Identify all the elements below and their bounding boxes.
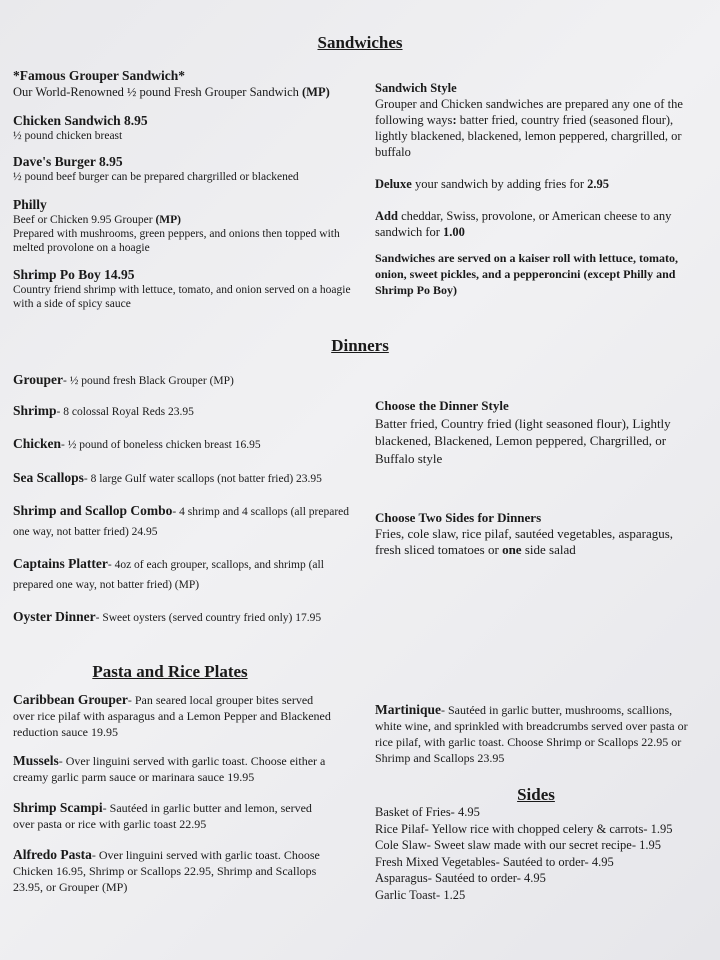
sandwich-name: Shrimp Po Boy 14.95: [13, 267, 135, 282]
dinner-desc: - 8 colossal Royal Reds 23.95: [56, 406, 194, 418]
side-item: Fresh Mixed Vegetables- Sautéed to order- 4.95: [375, 854, 614, 869]
dinner-sides: [375, 510, 700, 558]
sandwich-item-chicken: [13, 113, 358, 143]
dinner-item-scallops: [13, 468, 353, 489]
dinner-style-text: Batter fried, Country fried (light seasoned flour), Lightly blackened, Blackened, Lemon peppered, Chargrilled, or Buffalo style: [375, 415, 671, 466]
dinner-item-combo: [13, 501, 353, 542]
sandwich-info: [375, 80, 695, 298]
sandwich-name: *Famous Grouper Sandwich*: [13, 68, 186, 83]
dinner-name: Oyster Dinner: [13, 609, 96, 624]
dinner-desc: - 8 large Gulf water scallops (not batter fried) 23.95: [83, 473, 322, 485]
side-item: Garlic Toast- 1.25: [375, 887, 466, 902]
market-price: (MP): [155, 214, 181, 226]
pasta-item-caribbean-grouper: [13, 692, 333, 740]
sandwich-style-text: Grouper and Chicken sandwiches are prepared any one of the following ways: batter fried, country fried (seasoned flour), lightly blackened, blackened, lemon peppered, chargrilled, or buffalo: [375, 97, 683, 159]
dinner-item-grouper: [13, 370, 353, 391]
dinner-name: Sea Scallops: [13, 470, 84, 485]
sandwich-name: Philly: [13, 197, 47, 212]
sandwich-item-po-boy: [13, 267, 358, 311]
dinner-name: Shrimp and Scallop Combo: [13, 503, 173, 518]
dinner-desc: - 4 shrimp and 4 scallops (all prepared one way, not batter fried) 24.95: [13, 506, 350, 538]
sandwich-desc: Our World-Renowned ½ pound Fresh Grouper Sandwich: [13, 85, 299, 99]
pasta-desc: - Over linguini served with garlic toast. Choose Chicken 16.95, Shrimp or Scallops 22.95, Shrimp and Scallops 23.95, or Grouper (MP): [13, 848, 320, 894]
sandwich-item-philly: [13, 197, 358, 255]
sandwiches-heading: Sandwiches: [317, 33, 403, 52]
pasta-desc: - Pan seared local grouper bites served over rice pilaf with asparagus and a Lemon Pepper and Blackened reduction sauce 19.95: [13, 693, 331, 739]
market-price: (MP): [302, 85, 330, 99]
sandwich-item-grouper: [13, 68, 358, 100]
side-item: Basket of Fries- 4.95: [375, 805, 480, 819]
pasta-item-martinique: [375, 702, 693, 766]
dinner-desc: - 4oz of each grouper, scallops, and shrimp (all prepared one way, not batter fried) (MP): [13, 559, 324, 591]
dinner-item-shrimp: [13, 401, 353, 422]
dinner-style-title: Choose the Dinner Style: [375, 398, 509, 413]
pasta-heading: Pasta and Rice Plates: [92, 662, 248, 681]
dinner-item-oyster: [13, 607, 353, 628]
dinner-desc: - ½ pound of boneless chicken breast 16.95: [61, 439, 261, 451]
sandwich-style-title: Sandwich Style: [375, 81, 457, 95]
dinner-sides-text: Fries, cole slaw, rice pilaf, sautéed vegetables, asparagus, fresh sliced tomatoes or one side salad: [375, 526, 674, 557]
pasta-item-mussels: [13, 753, 333, 785]
dinner-name: Shrimp: [13, 403, 57, 418]
side-item: Asparagus- Sautéed to order- 4.95: [375, 871, 546, 885]
pasta-desc: - Over linguini served with garlic toast. Choose either a creamy garlic parm sauce or marinara sauce 19.95: [13, 754, 326, 784]
pasta-desc: - Sautéed in garlic butter, mushrooms, scallions, white wine, and sprinkled with breadcrumbs served over pasta or rice pilaf, with garlic toast. Choose Shrimp or Scallops 22.95 or Shrimp and Scallops 23.95: [375, 703, 688, 765]
dinner-name: Captains Platter: [13, 556, 108, 571]
sandwich-desc: ½ pound chicken breast: [13, 130, 123, 142]
dinner-style: [375, 397, 700, 467]
pasta-name: Martinique: [375, 702, 441, 717]
side-item: Rice Pilaf- Yellow rice with chopped celery & carrots- 1.95: [375, 821, 673, 836]
pasta-name: Shrimp Scampi: [13, 800, 103, 815]
sandwich-price-line: Beef or Chicken 9.95 Grouper: [13, 214, 153, 226]
dinner-name: Chicken: [13, 436, 62, 451]
sandwich-desc: ½ pound beef burger can be prepared chargrilled or blackened: [13, 171, 299, 183]
cheese-note: Add cheddar, Swiss, provolone, or American cheese to any sandwich for 1.00: [375, 209, 672, 239]
sandwich-name: Chicken Sandwich 8.95: [13, 113, 148, 128]
deluxe-note: Deluxe your sandwich by adding fries for 2.95: [375, 177, 609, 191]
side-item: Cole Slaw- Sweet slaw made with our secret recipe- 1.95: [375, 838, 662, 852]
sandwich-list: [13, 68, 358, 311]
sandwich-item-burger: [13, 154, 358, 184]
sides-heading: Sides: [517, 785, 555, 804]
pasta-item-alfredo: [13, 847, 333, 895]
dinner-desc: - ½ pound fresh Black Grouper (MP): [63, 375, 234, 387]
dinner-name: Grouper: [13, 372, 63, 387]
served-note: Sandwiches are served on a kaiser roll with lettuce, tomato, onion, sweet pickles, and a pepperoncini (except Philly and Shrimp Po Boy): [375, 251, 678, 297]
sides-list: [375, 804, 695, 903]
pasta-name: Mussels: [13, 753, 59, 768]
pasta-name: Alfredo Pasta: [13, 847, 92, 862]
pasta-desc: - Sautéed in garlic butter and lemon, served over pasta or rice with garlic toast 22.95: [13, 801, 312, 831]
dinner-item-captains-platter: [13, 554, 353, 595]
sandwich-desc: Country friend shrimp with lettuce, tomato, and onion served on a hoagie with a side of spicy sauce: [13, 284, 351, 310]
sandwich-name: Dave's Burger 8.95: [13, 154, 123, 169]
dinner-sides-title: Choose Two Sides for Dinners: [375, 510, 542, 525]
dinner-desc: - Sweet oysters (served country fried only) 17.95: [95, 612, 322, 624]
dinners-heading: Dinners: [331, 336, 389, 355]
sandwich-desc: Prepared with mushrooms, green peppers, and onions then topped with melted provolone on a hoagie: [13, 228, 340, 254]
pasta-name: Caribbean Grouper: [13, 692, 128, 707]
dinner-item-chicken: [13, 434, 353, 455]
